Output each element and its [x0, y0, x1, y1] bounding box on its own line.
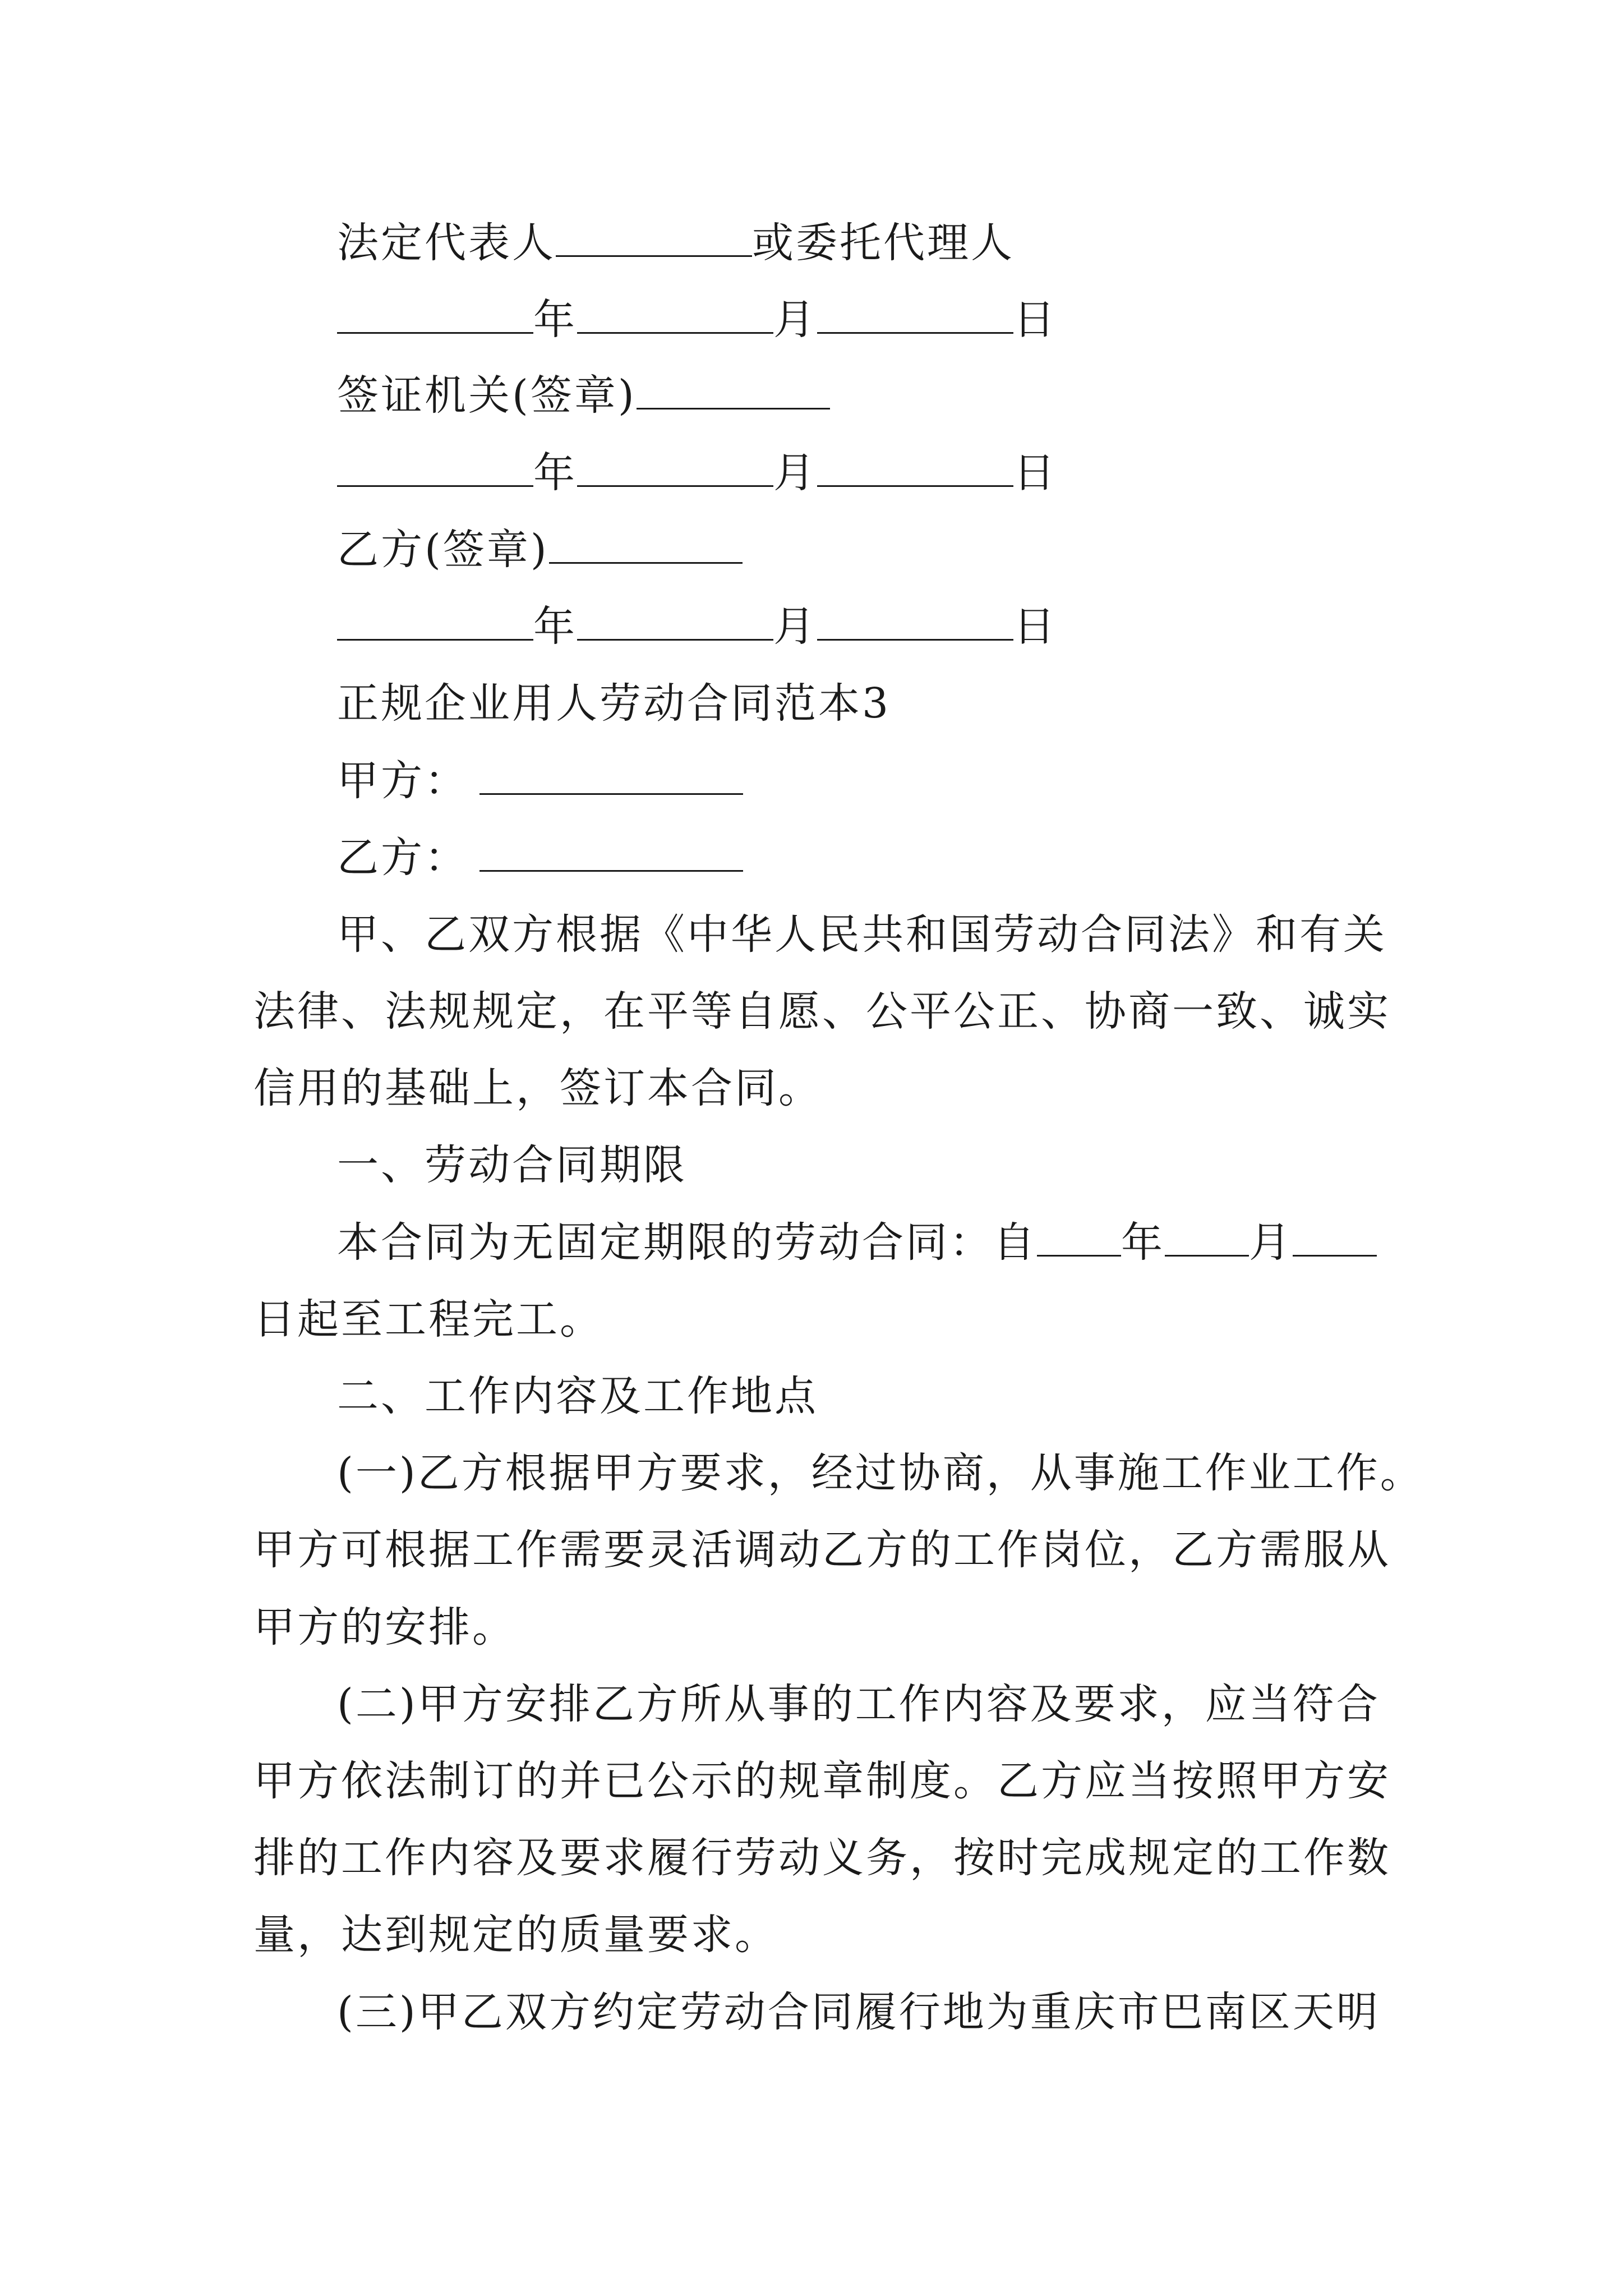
day-label: 日 — [1013, 602, 1057, 651]
party-b-label: 乙方： — [337, 834, 468, 882]
preamble-line: 甲、乙双方根据《中华人民共和国劳动合同法》和有关 — [337, 910, 1387, 959]
party-b-line — [337, 830, 1623, 886]
clause2-line: 甲方依法制订的并已公示的规章制度。乙方应当按照甲方安 — [253, 1757, 1391, 1805]
party-a-blank[interactable] — [479, 754, 743, 795]
section1-term-line — [337, 1214, 1623, 1271]
clause1-line: 甲方可根据工作需要灵活调动乙方的工作岗位，乙方需服从 — [253, 1526, 1391, 1574]
year-blank[interactable] — [337, 446, 533, 487]
authority-blank[interactable] — [637, 369, 830, 409]
section1-title: 一、劳动合同期限 — [337, 1141, 687, 1189]
section1-text: 本合同为无固定期限的劳动合同：自 — [337, 1218, 1037, 1267]
authority-label: 签证机关(签章) — [337, 371, 637, 420]
day-blank[interactable] — [817, 600, 1013, 641]
party-b-blank[interactable] — [479, 831, 743, 872]
party-b-sign-label: 乙方(签章) — [337, 526, 549, 574]
term-month-blank[interactable] — [1165, 1216, 1249, 1257]
month-blank[interactable] — [577, 293, 773, 334]
day-blank[interactable] — [817, 293, 1013, 334]
day-label: 日 — [1013, 449, 1057, 497]
day-blank[interactable] — [817, 446, 1013, 487]
clause3-line: (三)甲乙双方约定劳动合同履行地为重庆市巴南区天明 — [337, 1988, 1380, 2036]
clause2-line: 排的工作内容及要求履行劳动义务，按时完成规定的工作数 — [253, 1834, 1391, 1882]
month-label: 月 — [773, 602, 817, 651]
year-label: 年 — [533, 296, 577, 344]
clause2-line: (二)甲方安排乙方所从事的工作内容及要求，应当符合 — [337, 1680, 1380, 1728]
term-month-label: 月 — [1249, 1218, 1293, 1267]
legal-rep-label: 法定代表人 — [337, 219, 556, 267]
preamble-line: 信用的基础上，签订本合同。 — [253, 1064, 822, 1112]
party-b-sign-blank[interactable] — [549, 523, 743, 564]
month-label: 月 — [773, 449, 817, 497]
year-blank[interactable] — [337, 600, 533, 641]
term-year-label: 年 — [1121, 1218, 1165, 1267]
month-label: 月 — [773, 296, 817, 344]
clause2-line: 量，达到规定的质量要求。 — [253, 1911, 778, 1959]
term-day-blank[interactable] — [1293, 1216, 1377, 1257]
date-line-2 — [337, 445, 1623, 501]
legal-rep-blank[interactable] — [556, 216, 752, 257]
year-label: 年 — [533, 449, 577, 497]
year-blank[interactable] — [337, 293, 533, 334]
party-b-sign-line — [337, 522, 1623, 578]
contract-title: 正规企业用人劳动合同范本3 — [337, 679, 891, 728]
section1-term-end: 日起至工程完工。 — [253, 1295, 603, 1343]
agent-label: 或委托代理人 — [752, 219, 1015, 267]
date-line-1 — [337, 292, 1623, 348]
legal-rep-line — [337, 215, 1623, 271]
clause1-line: 甲方的安排。 — [253, 1603, 516, 1651]
preamble-line: 法律、法规规定，在平等自愿、公平公正、协商一致、诚实 — [253, 987, 1391, 1036]
party-a-line — [337, 753, 1623, 809]
term-year-blank[interactable] — [1037, 1216, 1121, 1257]
section2-title: 二、工作内容及工作地点 — [337, 1372, 818, 1420]
clause1-line: (一)乙方根据甲方要求，经过协商，从事施工作业工作。 — [337, 1449, 1424, 1497]
authority-line — [337, 367, 1623, 424]
date-line-3 — [337, 599, 1623, 655]
month-blank[interactable] — [577, 600, 773, 641]
month-blank[interactable] — [577, 446, 773, 487]
year-label: 年 — [533, 602, 577, 651]
party-a-label: 甲方： — [337, 757, 468, 805]
day-label: 日 — [1013, 296, 1057, 344]
